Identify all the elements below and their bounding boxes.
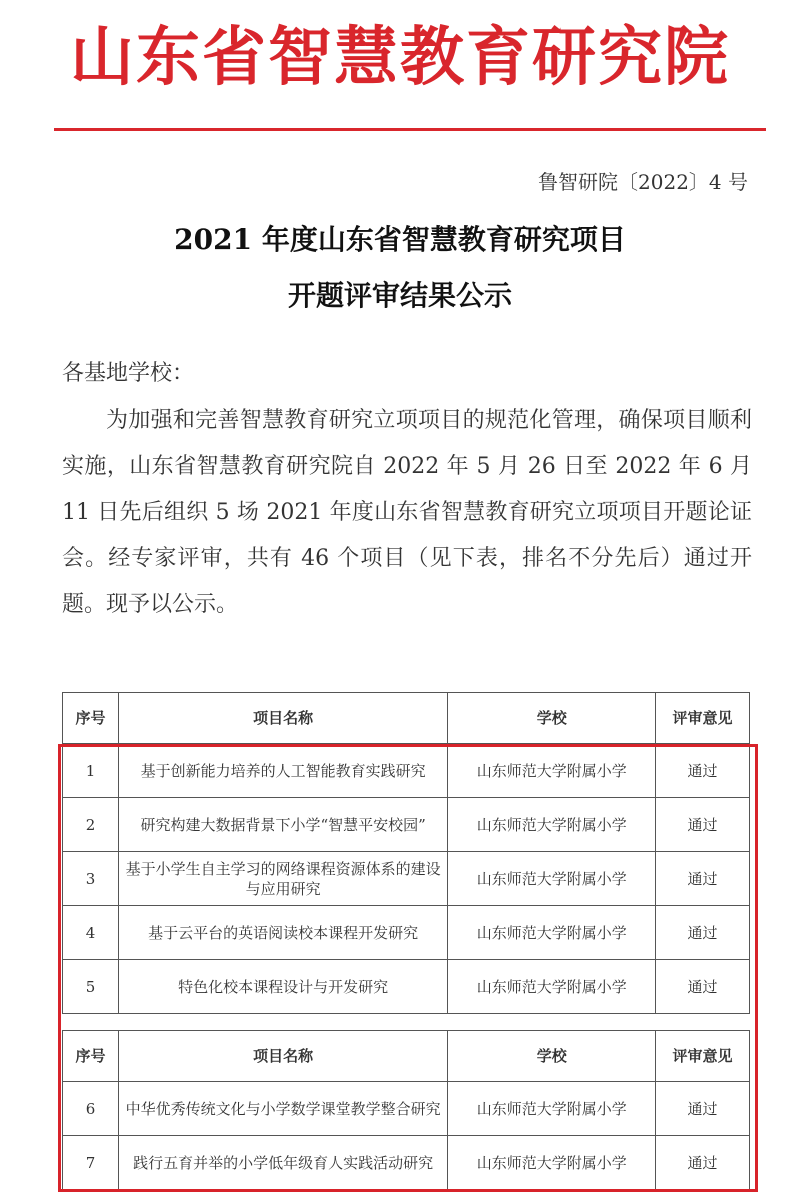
review-result: 通过 <box>656 906 750 960</box>
project-name: 特色化校本课程设计与开发研究 <box>118 960 448 1014</box>
school-name: 山东师范大学附属小学 <box>448 798 656 852</box>
row-number: 5 <box>63 960 119 1014</box>
row-number: 2 <box>63 798 119 852</box>
review-result: 通过 <box>656 1082 750 1136</box>
review-result: 通过 <box>656 852 750 906</box>
project-name: 基于小学生自主学习的网络课程资源体系的建设与应用研究 <box>118 852 448 906</box>
row-number: 6 <box>63 1082 119 1136</box>
project-name: 研究构建大数据背景下小学“智慧平安校园” <box>118 798 448 852</box>
row-number: 4 <box>63 906 119 960</box>
column-header-project-name: 项目名称 <box>118 1031 447 1082</box>
school-name: 山东师范大学附属小学 <box>448 906 656 960</box>
row-number: 7 <box>63 1136 119 1190</box>
body-paragraph <box>62 398 752 628</box>
row-number: 1 <box>63 744 119 798</box>
column-header-number: 序号 <box>63 1031 119 1082</box>
masthead-title: 山东省智慧教育研究院 <box>70 21 730 95</box>
project-name: 中华优秀传统文化与小学数学课堂教学整合研究 <box>118 1082 447 1136</box>
school-name: 山东师范大学附属小学 <box>448 744 656 798</box>
column-header-project-name: 项目名称 <box>118 693 448 744</box>
school-name: 山东师范大学附属小学 <box>448 852 656 906</box>
school-name: 山东师范大学附属小学 <box>448 960 656 1014</box>
review-result: 通过 <box>656 1136 750 1190</box>
school-name: 山东师范大学附属小学 <box>448 1082 656 1136</box>
highlight-box <box>58 744 758 1192</box>
document-number: 鲁智研院〔2022〕4 号 <box>538 170 748 194</box>
column-header-school: 学校 <box>448 1031 656 1082</box>
project-name: 践行五育并举的小学低年级育人实践活动研究 <box>118 1136 447 1190</box>
column-header-review-result: 评审意见 <box>656 1031 750 1082</box>
document-title-line-1: 2021 年度山东省智慧教育研究项目 <box>174 223 626 256</box>
review-result: 通过 <box>656 798 750 852</box>
column-header-review-result: 评审意见 <box>656 693 750 744</box>
school-name: 山东师范大学附属小学 <box>448 1136 656 1190</box>
column-header-school: 学校 <box>448 693 656 744</box>
salutation: 各基地学校： <box>62 361 195 386</box>
column-header-number: 序号 <box>63 693 119 744</box>
table-header-row <box>63 693 750 744</box>
red-divider <box>54 128 766 131</box>
document-title-line-2: 开题评审结果公示 <box>287 279 512 312</box>
project-name: 基于云平台的英语阅读校本课程开发研究 <box>118 906 448 960</box>
review-result: 通过 <box>656 960 750 1014</box>
body-paragraph-text: 为加强和完善智慧教育研究立项项目的规范化管理，确保项目顺利实施，山东省智慧教育研究院自 2022 年 5 月 26 日至 2022 年 6 月 11 日先后组织 5 场 2021 年度山东省智慧教育研究立项项目开题论证会。经专家评审，共有 46 个项目（见下表，排名不分先后）通过开题。现予以公示。 <box>62 408 752 617</box>
project-name: 基于创新能力培养的人工智能教育实践研究 <box>118 744 448 798</box>
review-result: 通过 <box>656 744 750 798</box>
row-number: 3 <box>63 852 119 906</box>
